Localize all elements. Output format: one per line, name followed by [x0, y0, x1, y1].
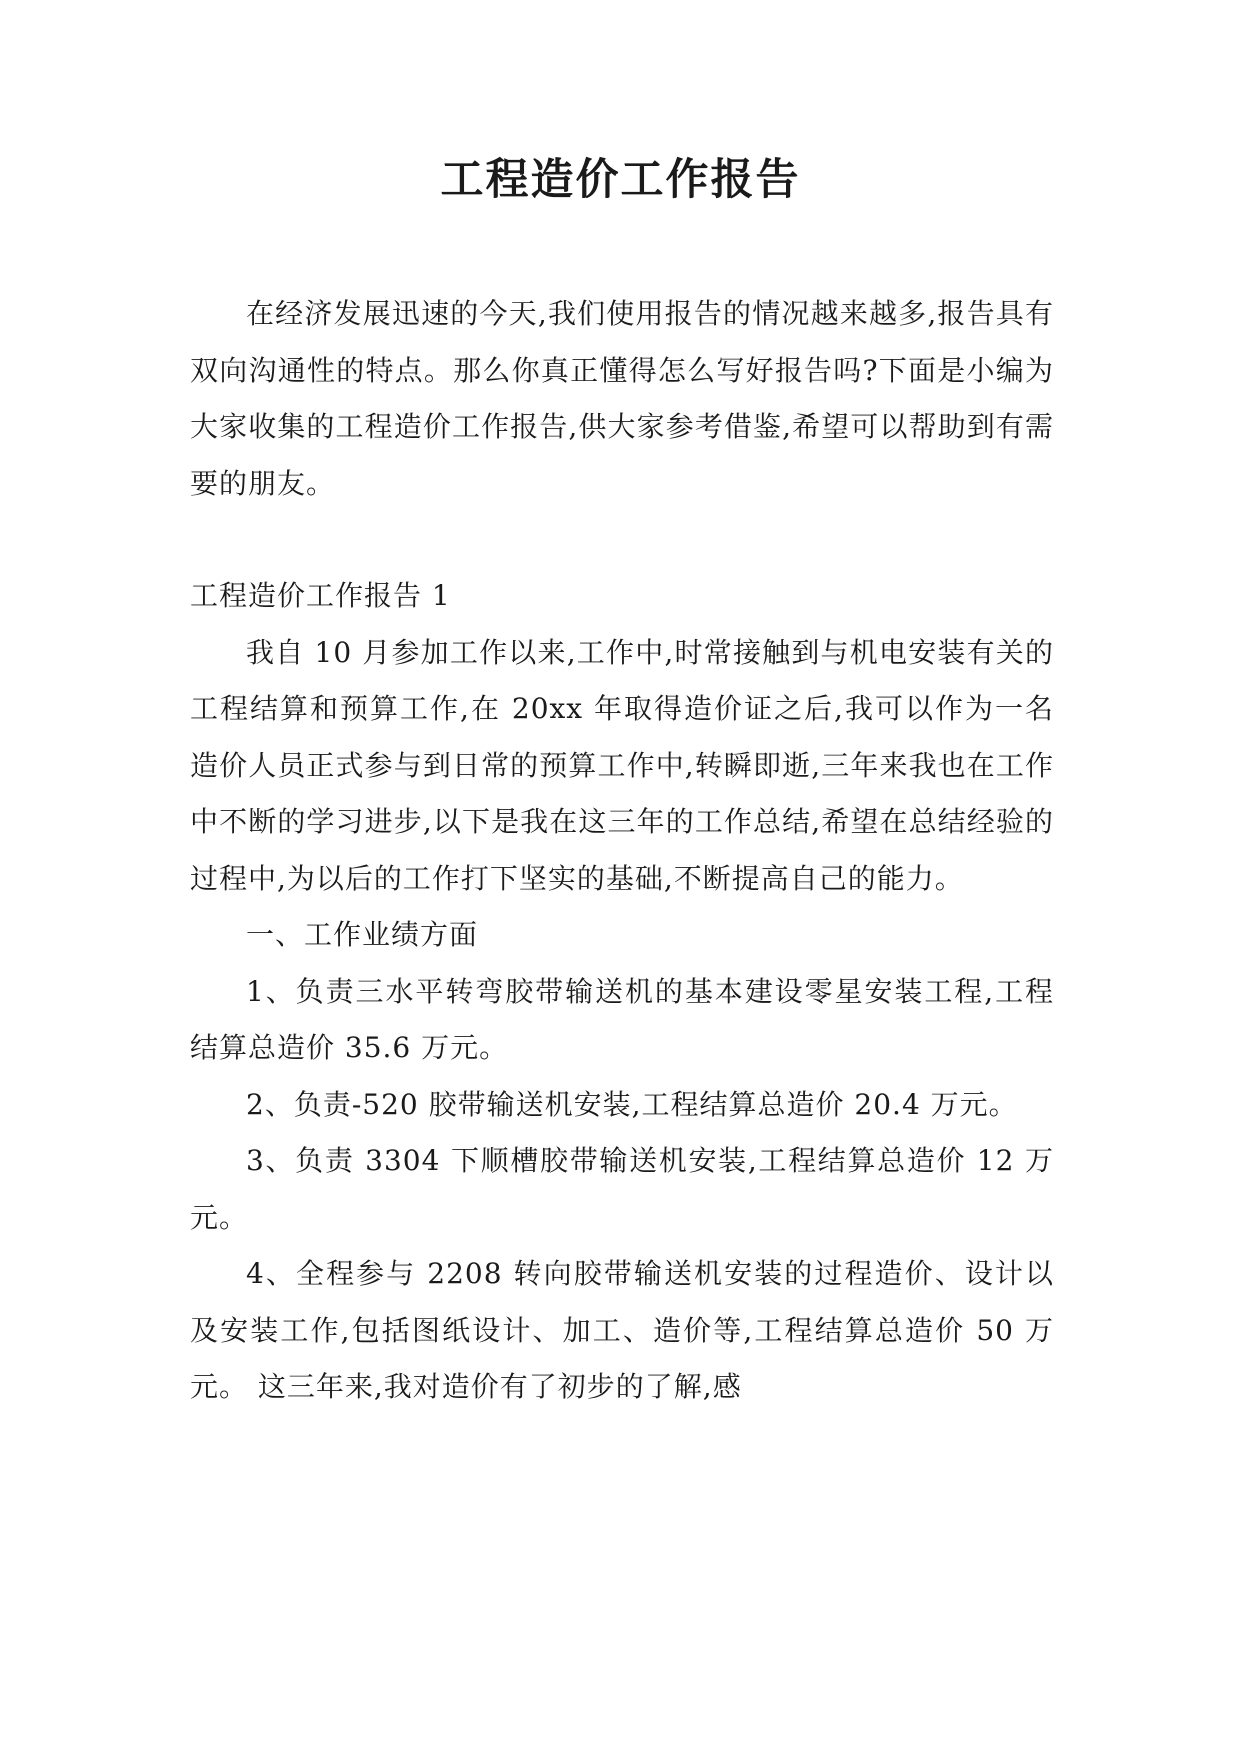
- list-item: 4、全程参与 2208 转向胶带输送机安装的过程造价、设计以及安装工作,包括图纸设计、加工、造价等,工程结算总造价 50 万元。 这三年来,我对造价有了初步的了解,感: [190, 1257, 1054, 1403]
- list-item: 1、负责三水平转弯胶带输送机的基本建设零星安装工程,工程结算总造价 35.6 万元。: [190, 974, 1054, 1064]
- body-paragraph: 我自 10 月参加工作以来,工作中,时常接触到与机电安装有关的工程结算和预算工作,在 20xx 年取得造价证之后,我可以作为一名造价人员正式参与到日常的预算工作中,转瞬即逝,三年来我也在工作中不断的学习进步,以下是我在这三年的工作总结,希望在总结经验的过程中,为以后的工作打下坚实的基础,不断提高自己的能力。: [190, 635, 1054, 895]
- document-body: [190, 286, 1054, 1416]
- subsection-heading: 一、工作业绩方面: [246, 918, 479, 951]
- section-heading: 工程造价工作报告 1: [190, 579, 451, 612]
- list-item: 3、负责 3304 下顺槽胶带输送机安装,工程结算总造价 12 万元。: [190, 1144, 1054, 1234]
- list-item: 2、负责-520 胶带输送机安装,工程结算总造价 20.4 万元。: [246, 1087, 1018, 1121]
- document-title: 工程造价工作报告: [440, 155, 801, 205]
- paragraph-gap: [190, 512, 1054, 568]
- intro-paragraph: 在经济发展迅速的今天,我们使用报告的情况越来越多,报告具有双向沟通性的特点。那么你真正懂得怎么写好报告吗?下面是小编为大家收集的工程造价工作报告,供大家参考借鉴,希望可以帮助到有需要的朋友。: [190, 297, 1054, 500]
